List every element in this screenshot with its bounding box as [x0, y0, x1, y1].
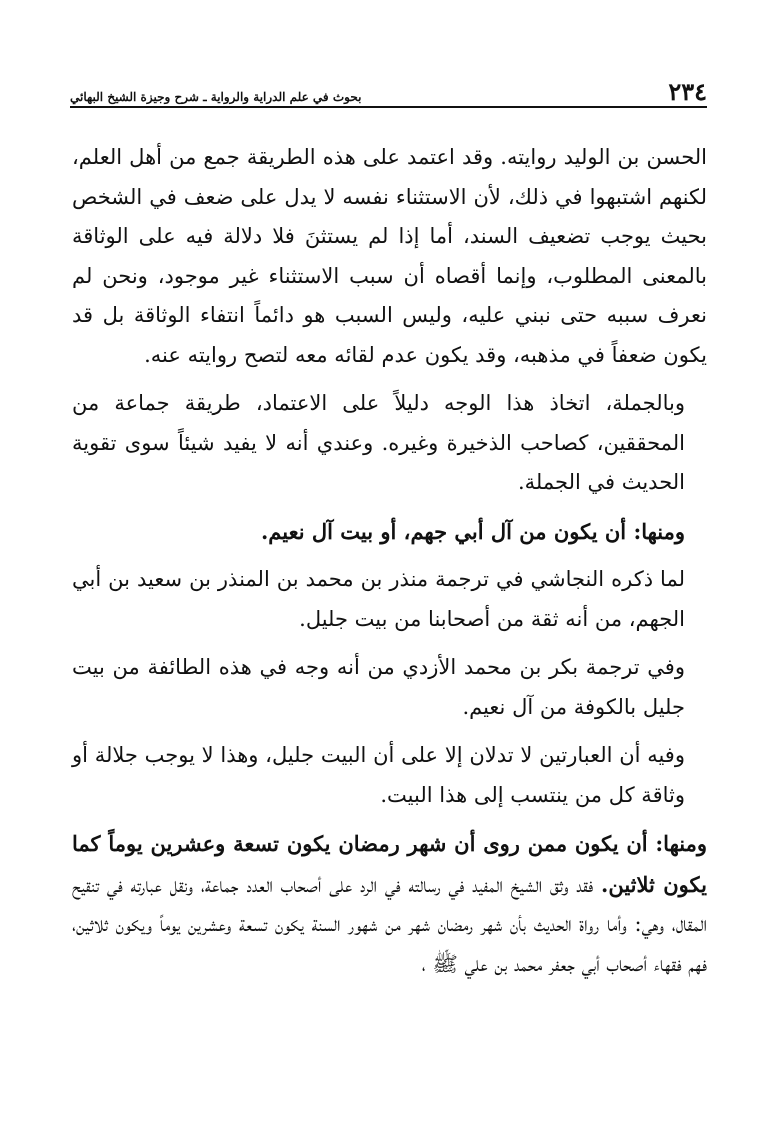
body-text [72, 138, 707, 993]
paragraph-2: وبالجملة، اتخاذ هذا الوجه دليلاً على الاعتماد، طريقة جماعة من المحققين، كصاحب الذخيرة وغيره. وعندي أنه لا يفيد شيئاً سوى تقوية الحديث في الجملة. [72, 391, 685, 494]
paragraph-4: وفي ترجمة بكر بن محمد الأزدي من أنه وجه في هذه الطائفة من بيت جليل بالكوفة من آل نعيم. [72, 655, 685, 719]
paragraph-3: لما ذكره النجاشي في ترجمة منذر بن محمد بن المنذر بن سعيد بن أبي الجهم، من أنه ثقة من أصحابنا من بيت جليل. [72, 567, 685, 631]
running-title: بحوث في علم الدراية والرواية ـ شرح وجيزة الشيخ البهائي [70, 90, 362, 104]
page-number: ٢٣٤ [668, 77, 707, 106]
section-heading-1: ومنها: أن يكون من آل أبي جهم، أو بيت آل نعيم. [260, 518, 685, 544]
section-heading-2: ومنها: أن يكون ممن روى أن شهر رمضان يكون تسعة وعشرين يوماً كما يكون ثلاثين. [72, 831, 707, 897]
paragraph-1: الحسن بن الوليد روايته. وقد اعتمد على هذه الطريقة جمع من أهل العلم، لكنهم اشتبهوا في ذلك، لأن الاستثناء نفسه لا يدل على ضعف في الشخص بحيث يوجب تضعيف السند، أما إذا لم يستثنَ فلا دلالة فيه على الوثاقة بالمعنى المطلوب، وإنما أقصاه أن سبب الاستثناء غير موجود، ونحن لم نعرف سببه حتى نبني عليه، وليس السبب هو دائماً انتفاء الوثاقة بل قد يكون ضعفاً في مذهبه، وقد يكون عدم لقائه معه لتصح روايته عنه. [72, 145, 707, 367]
page-header [70, 70, 707, 108]
paragraph-6 [72, 824, 707, 984]
paragraph-6-text: فقد وثق الشيخ المفيد في رسالته في الرد على أصحاب العدد جماعة، ونقل عبارته في تنقيح المقال، وهي: وأما رواة الحديث بأن شهر رمضان شهر من شهور السنة يكون تسعة وعشرين يوماً ويكون ثلاثين، فهم فقهاء أصحاب أبي جعفر محمد بن علي ﷺ ، [72, 872, 707, 976]
paragraph-5: وفيه أن العبارتين لا تدلان إلا على أن البيت جليل، وهذا لا يوجب جلالة أو وثاقة كل من ينتسب إلى هذا البيت. [72, 743, 685, 807]
